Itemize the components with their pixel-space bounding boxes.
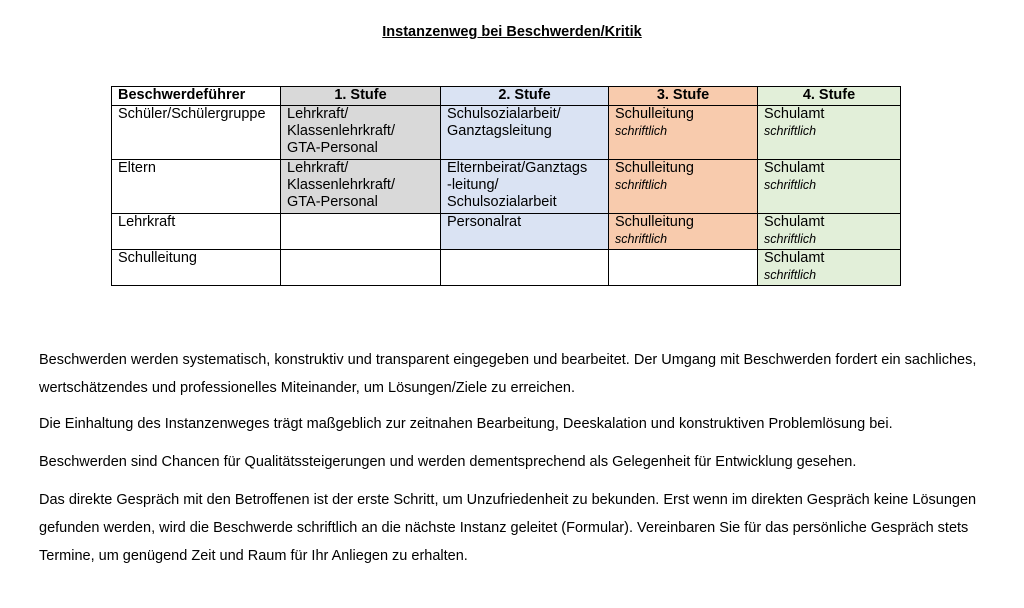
cell-line: Lehrkraft/	[287, 106, 349, 122]
cell-stufe-3	[609, 160, 758, 214]
cell-line: Schulleitung	[615, 160, 694, 176]
cell-line: Schulamt	[764, 250, 825, 266]
cell-note: schriftlich	[764, 232, 817, 246]
table-row	[112, 160, 901, 214]
paragraph: Die Einhaltung des Instanzenweges trägt maßgeblich zur zeitnahen Bearbeitung, Deeskalation und konstruktiven Problemlösung bei.	[39, 416, 893, 432]
table-row	[112, 106, 901, 160]
cell-stufe-2	[441, 214, 609, 250]
cell-beschwerdefuehrer: Lehrkraft	[112, 214, 281, 250]
document-title: Instanzenweg bei Beschwerden/Kritik	[382, 24, 642, 40]
cell-line: GTA-Personal	[287, 194, 378, 210]
cell-note: schriftlich	[764, 124, 817, 138]
header-beschwerdefuehrer: Beschwerdeführer	[112, 87, 281, 106]
cell-stufe-3	[609, 214, 758, 250]
cell-line: Schulamt	[764, 160, 825, 176]
cell-line: Schulleitung	[615, 214, 694, 230]
cell-stufe-4	[758, 160, 901, 214]
instanzenweg-table	[111, 86, 901, 286]
cell-line: Schulsozialarbeit/	[447, 106, 561, 122]
paragraph: Das direkte Gespräch mit den Betroffenen ist der erste Schritt, um Unzufriedenheit zu bekunden. Erst wenn im direkten Gespräch keine Lösungen gefunden werden, wird die Beschwerde schriftlich an die nächste Instanz geleitet (Formular). Vereinbaren Sie für das persönliche Gespräch stets Termine, um genügend Zeit und Raum für Ihr Anliegen zu erhalten.	[39, 492, 977, 564]
cell-stufe-1-empty	[281, 250, 441, 286]
paragraph: Beschwerden sind Chancen für Qualitätssteigerungen und werden dementsprechend als Gelegenheit für Entwicklung gesehen.	[39, 454, 857, 470]
cell-stufe-4	[758, 214, 901, 250]
cell-stufe-2	[441, 160, 609, 214]
header-stufe-3: 3. Stufe	[609, 87, 758, 106]
cell-stufe-2	[441, 106, 609, 160]
cell-beschwerdefuehrer: Schulleitung	[112, 250, 281, 286]
table-header-row	[112, 87, 901, 106]
header-stufe-4: 4. Stufe	[758, 87, 901, 106]
cell-stufe-3	[609, 106, 758, 160]
cell-line: Elternbeirat/Ganztags	[447, 160, 588, 176]
cell-line: Klassenlehrkraft/	[287, 123, 395, 139]
cell-stufe-1-empty	[281, 214, 441, 250]
header-stufe-1: 1. Stufe	[281, 87, 441, 106]
table-row	[112, 214, 901, 250]
cell-line: Schulamt	[764, 214, 825, 230]
paragraph: Beschwerden werden systematisch, konstruktiv und transparent eingegeben und bearbeitet. Der Umgang mit Beschwerden fordert ein sachliches, wertschätzendes und professionelles Miteinander, um Lösungen/Ziele zu erreichen.	[39, 352, 977, 396]
cell-line: GTA-Personal	[287, 140, 378, 156]
cell-beschwerdefuehrer: Eltern	[112, 160, 281, 214]
cell-line: Schulsozialarbeit	[447, 194, 557, 210]
cell-stufe-2-empty	[441, 250, 609, 286]
cell-line: Schulamt	[764, 106, 825, 122]
cell-stufe-4	[758, 250, 901, 286]
cell-note: schriftlich	[615, 124, 668, 138]
cell-line: -leitung/	[447, 177, 499, 193]
cell-note: schriftlich	[764, 268, 817, 282]
cell-line: Personalrat	[447, 214, 522, 230]
cell-stufe-4	[758, 106, 901, 160]
cell-note: schriftlich	[615, 178, 668, 192]
cell-line: Schulleitung	[615, 106, 694, 122]
cell-stufe-3-empty	[609, 250, 758, 286]
cell-line: Lehrkraft/	[287, 160, 349, 176]
header-stufe-2: 2. Stufe	[441, 87, 609, 106]
cell-note: schriftlich	[764, 178, 817, 192]
cell-beschwerdefuehrer: Schüler/Schülergruppe	[112, 106, 281, 160]
cell-line: Ganztagsleitung	[447, 123, 552, 139]
cell-stufe-1	[281, 160, 441, 214]
table-row	[112, 250, 901, 286]
cell-note: schriftlich	[615, 232, 668, 246]
cell-stufe-1	[281, 106, 441, 160]
body-text	[39, 346, 989, 580]
cell-line: Klassenlehrkraft/	[287, 177, 395, 193]
